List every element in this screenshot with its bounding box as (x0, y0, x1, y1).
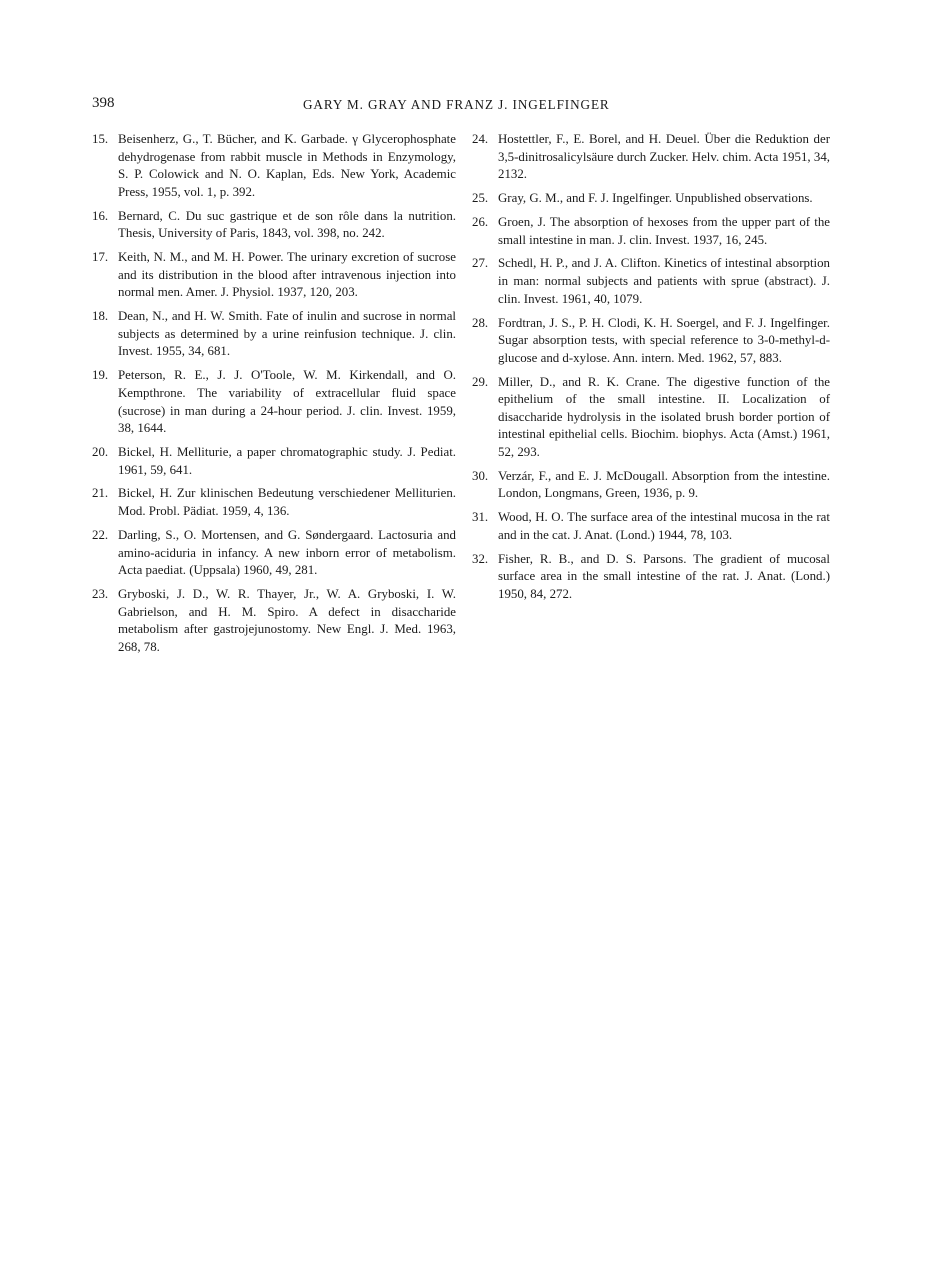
reference-number: 27. (472, 256, 489, 271)
reference-item (472, 214, 830, 249)
reference-text: Keith, N. M., and M. H. Power. The urinary excretion of sucrose and its distribution in the blood after intravenous injection into normal men. Amer. J. Physiol. 1937, 120, 203. (118, 250, 456, 300)
reference-item (92, 586, 456, 656)
reference-text: Gray, G. M., and F. J. Ingelfinger. Unpublished observations. (498, 191, 813, 206)
reference-number: 28. (472, 315, 489, 330)
reference-text: Wood, H. O. The surface area of the intestinal mucosa in the rat and in the cat. J. Anat. (Lond.) 1944, 78, 103. (498, 510, 830, 542)
reference-item (472, 315, 830, 368)
reference-text: Miller, D., and R. K. Crane. The digestive function of the epithelium of the small intestine. II. Localization of disaccharide hydrolysis in the isolated brush border portion of intestinal epithelial cells. Biochim. biophys. Acta (Amst.) 1961, 52, 293. (498, 374, 830, 459)
reference-number: 18. (92, 309, 109, 324)
reference-item (472, 468, 830, 503)
reference-number: 15. (92, 132, 109, 146)
reference-text: Schedl, H. P., and J. A. Clifton. Kinetics of intestinal absorption in man: normal subjects and patients with sprue (abstract). J. clin. Invest. 1961, 40, 1079. (498, 256, 830, 306)
reference-number: 16. (92, 208, 109, 223)
reference-number: 30. (472, 468, 489, 483)
reference-item (92, 131, 456, 201)
reference-item (92, 485, 456, 520)
reference-number: 22. (92, 527, 109, 542)
reference-item (92, 208, 456, 243)
reference-item (92, 367, 456, 437)
reference-number: 19. (92, 368, 109, 383)
reference-text: Groen, J. The absorption of hexoses from the upper part of the small intestine in man. J. clin. Invest. 1937, 16, 245. (498, 214, 830, 247)
reference-item (92, 249, 456, 302)
reference-number: 31. (472, 510, 489, 525)
reference-text: Beisenherz, G., T. Bücher, and K. Garbade. γ Glycerophosphate dehydrogenase from rabbit muscle in Methods in Enzymology, S. P. Colowick and N. O. Kaplan, Eds. New York, Academic Press, 1955, vol. 1, p. 392. (118, 132, 456, 199)
reference-text: Dean, N., and H. W. Smith. Fate of inulin and sucrose in normal subjects as determined by a urine reinfusion technique. J. clin. Invest. 1955, 34, 681. (118, 309, 456, 359)
reference-item (472, 374, 830, 462)
reference-number: 21. (92, 486, 109, 501)
running-head: GARY M. GRAY AND FRANZ J. INGELFINGER (303, 97, 610, 112)
reference-text: Fisher, R. B., and D. S. Parsons. The gradient of mucosal surface area in the small intestine of the rat. J. Anat. (Lond.) 1950, 84, 272. (498, 551, 830, 602)
reference-number: 26. (472, 214, 489, 229)
reference-text: Bickel, H. Zur klinischen Bedeutung verschiedener Melliturien. Mod. Probl. Pädiat. 1959, 4, 136. (118, 486, 456, 519)
reference-number: 24. (472, 132, 489, 146)
reference-text: Gryboski, J. D., W. R. Thayer, Jr., W. A. Gryboski, I. W. Gabrielson, and H. M. Spiro. A defect in disaccharide metabolism after gastrojejunostomy. New Engl. J. Med. 1963, 268, 78. (118, 587, 456, 654)
reference-text: Peterson, R. E., J. J. O'Toole, W. M. Kirkendall, and O. Kempthrone. The variability of extracellular fluid space (sucrose) in man during a 24-hour period. J. clin. Invest. 1959, 38, 1644. (118, 368, 456, 436)
reference-text: Bernard, C. Du suc gastrique et de son rôle dans la nutrition. Thesis, University of Paris, 1843, vol. 398, no. 242. (118, 208, 456, 241)
reference-item (472, 190, 830, 208)
reference-text: Fordtran, J. S., P. H. Clodi, K. H. Soergel, and F. J. Ingelfinger. Sugar absorption tests, with special reference to 3-0-methyl-d-glucose and d-xylose. Ann. intern. Med. 1962, 57, 883. (498, 315, 830, 365)
reference-number: 25. (472, 191, 489, 206)
reference-number: 17. (92, 250, 109, 265)
reference-item (472, 551, 830, 604)
reference-item (472, 131, 830, 184)
reference-item (472, 255, 830, 308)
references-right-column (472, 131, 830, 610)
reference-number: 20. (92, 444, 109, 459)
reference-text: Bickel, H. Melliturie, a paper chromatographic study. J. Pediat. 1961, 59, 641. (118, 444, 456, 477)
reference-number: 23. (92, 587, 109, 602)
reference-text: Hostettler, F., E. Borel, and H. Deuel. Über die Reduktion der 3,5-dinitrosalicylsäure durch Zucker. Helv. chim. Acta 1951, 34, 2132. (498, 132, 830, 182)
reference-item (92, 527, 456, 580)
references-left-column (92, 131, 456, 663)
reference-item (92, 444, 456, 479)
reference-text: Darling, S., O. Mortensen, and G. Søndergaard. Lactosuria and amino-aciduria in infancy. A new inborn error of metabolism. Acta paediat. (Uppsala) 1960, 49, 281. (118, 527, 456, 578)
reference-number: 29. (472, 374, 489, 389)
reference-item (472, 509, 830, 544)
reference-item (92, 308, 456, 361)
reference-number: 32. (472, 551, 489, 566)
reference-text: Verzár, F., and E. J. McDougall. Absorption from the intestine. London, Longmans, Green, 1936, p. 9. (498, 468, 830, 501)
page-number: 398 (92, 95, 115, 111)
